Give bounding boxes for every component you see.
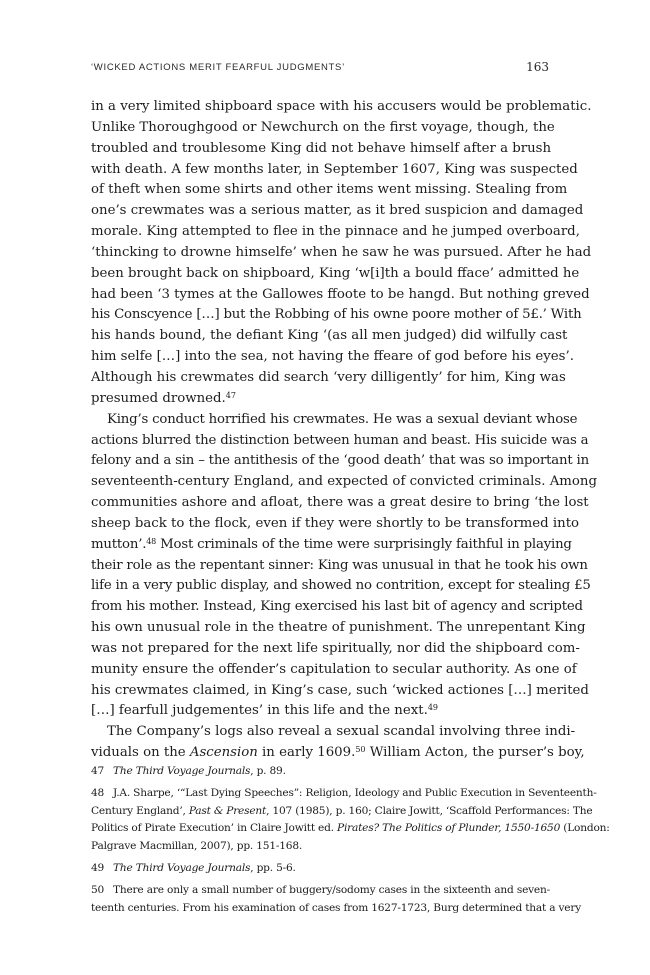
footnote-text: J.A. Sharpe, ‘“Last Dying Speeches”: Religion, Ideology and Public Execution in Seventeenth- bbox=[113, 786, 597, 799]
footnote-48-line bbox=[91, 820, 610, 838]
footnote-text: , 107 (1985), p. 160; Claire Jowitt, ‘Scaffold Performances: The bbox=[266, 804, 593, 817]
footnote-48-line: Palgrave Macmillan, 2007), pp. 151-168. bbox=[91, 840, 303, 853]
text-line bbox=[91, 701, 550, 722]
text-line: from his mother. Instead, King exercised his last bit of agency and scripted bbox=[91, 599, 583, 615]
text-line: life in a very public display, and showed no contrition, except for stealing £5 bbox=[91, 578, 591, 594]
footnote-ref: 47 bbox=[225, 390, 236, 400]
text-line bbox=[91, 389, 550, 410]
footnote-text: , p. 89. bbox=[250, 765, 286, 777]
line-text: in early 1609. bbox=[257, 745, 356, 761]
text-line: munity ensure the offender’s capitulation to secular authority. As one of bbox=[91, 661, 577, 677]
text-line: troubled and troublesome King did not behave himself after a brush bbox=[91, 140, 552, 156]
text-line: with death. A few months later, in September 1607, King was suspected bbox=[91, 161, 578, 177]
footnote-50-line: teenth centuries. From his examination of cases from 1627-1723, Burg determined that a very bbox=[91, 901, 582, 914]
footnote-50 bbox=[91, 882, 550, 900]
text-line: morale. King attempted to flee in the pinnace and he jumped overboard, bbox=[91, 224, 580, 240]
text-line: his crewmates claimed, in King’s case, such ‘wicked actiones […] merited bbox=[91, 682, 589, 698]
text-line bbox=[91, 535, 572, 556]
footnote-47 bbox=[91, 763, 550, 781]
journal-title: Past & Present bbox=[188, 804, 267, 817]
footnote-number: 47 bbox=[91, 765, 105, 777]
line-text: William Acton, the purser’s boy, bbox=[365, 745, 585, 761]
footnote-title: The Third Voyage Journals bbox=[113, 861, 251, 874]
text-line: of theft when some shirts and other items went missing. Stealing from bbox=[91, 182, 568, 198]
footnotes bbox=[91, 763, 610, 917]
text-line: one’s crewmates was a serious matter, as it bred suspicion and damaged bbox=[91, 203, 584, 219]
text-line: Unlike Thoroughgood or Newchurch on the first voyage, though, the bbox=[91, 119, 555, 135]
footnote-text: , pp. 5-6. bbox=[250, 861, 296, 874]
line-text: viduals on the bbox=[91, 745, 190, 761]
text-line: Although his crewmates did search ‘very dilligently’ for him, King was bbox=[91, 369, 566, 385]
text-line: felony and a sin – the antithesis of the ‘good death’ that was so important in bbox=[91, 453, 589, 469]
text-line: was not prepared for the next life spiritually, nor did the shipboard com- bbox=[91, 640, 580, 656]
line-text: mutton’. bbox=[91, 536, 147, 552]
footnote-number: 48 bbox=[91, 786, 105, 799]
footnote-49 bbox=[91, 860, 550, 878]
footnote-text: There are only a small number of buggery/sodomy cases in the sixteenth and seven- bbox=[113, 883, 550, 896]
footnote-number: 49 bbox=[91, 861, 105, 874]
line-text: presumed drowned. bbox=[91, 390, 226, 406]
text-line: actions blurred the distinction between human and beast. His suicide was a bbox=[91, 432, 589, 448]
text-line: his own unusual role in the theatre of punishment. The unrepentant King bbox=[91, 620, 586, 636]
text-line: his hands bound, the defiant King ‘(as all men judged) did wilfully cast bbox=[91, 328, 568, 344]
text-line: sheep back to the flock, even if they were shortly to be transformed into bbox=[91, 515, 580, 531]
text-line: seventeenth-century England, and expected of convicted criminals. Among bbox=[91, 474, 597, 490]
running-head bbox=[91, 62, 549, 78]
text-line: King’s conduct horrified his crewmates. He was a sexual deviant whose bbox=[107, 411, 578, 427]
footnote-ref: 48 bbox=[146, 536, 157, 546]
ship-name: Ascension bbox=[189, 745, 258, 761]
footnote-text: Politics of Pirate Execution’ in Claire Jowitt ed. bbox=[91, 822, 338, 835]
text-line: The Company’s logs also reveal a sexual scandal involving three indi- bbox=[107, 724, 576, 740]
text-line: ‘thincking to drowne himselfe’ when he saw he was pursued. After he had bbox=[91, 244, 592, 260]
text-line: communities ashore and afloat, there was a great desire to bring ‘the lost bbox=[91, 495, 589, 511]
footnote-number: 50 bbox=[91, 883, 105, 896]
text-line bbox=[91, 743, 585, 764]
page-number: 163 bbox=[526, 60, 549, 74]
footnote-title: The Third Voyage Journals bbox=[113, 765, 251, 777]
footnote-text: (London: bbox=[560, 822, 610, 835]
line-text: Most criminals of the time were surprisingly faithful in playing bbox=[156, 536, 572, 552]
line-text: […] fearfull judgementes’ in this life and the next. bbox=[91, 703, 428, 719]
footnote-ref: 49 bbox=[427, 703, 438, 713]
footnote-ref: 50 bbox=[355, 745, 366, 755]
text-line: in a very limited shipboard space with his accusers would be problematic. bbox=[91, 99, 592, 114]
footnote-text: Century England’, bbox=[91, 804, 189, 817]
book-title: Pirates? The Politics of Plunder, 1550-1650 bbox=[337, 822, 561, 835]
text-line: been brought back on shipboard, King ‘w[i]th a bould fface’ admitted he bbox=[91, 265, 580, 281]
footnote-48 bbox=[91, 785, 597, 803]
text-line: him selfe […] into the sea, not having the ffeare of god before his eyes’. bbox=[91, 349, 574, 365]
footnote-48-line bbox=[91, 803, 593, 821]
text-line: had been ‘3 tymes at the Gallowes ffoote to be hangd. But nothing greved bbox=[91, 286, 590, 302]
text-line: their role as the repentant sinner: King was unusual in that he took his own bbox=[91, 557, 588, 573]
running-title: ‘WICKED ACTIONS MERIT FEARFUL JUDGMENTS’ bbox=[91, 62, 345, 73]
body-text bbox=[91, 97, 597, 764]
text-line: his Conscyence […] but the Robbing of his owne poore mother of 5£.’ With bbox=[91, 307, 582, 323]
